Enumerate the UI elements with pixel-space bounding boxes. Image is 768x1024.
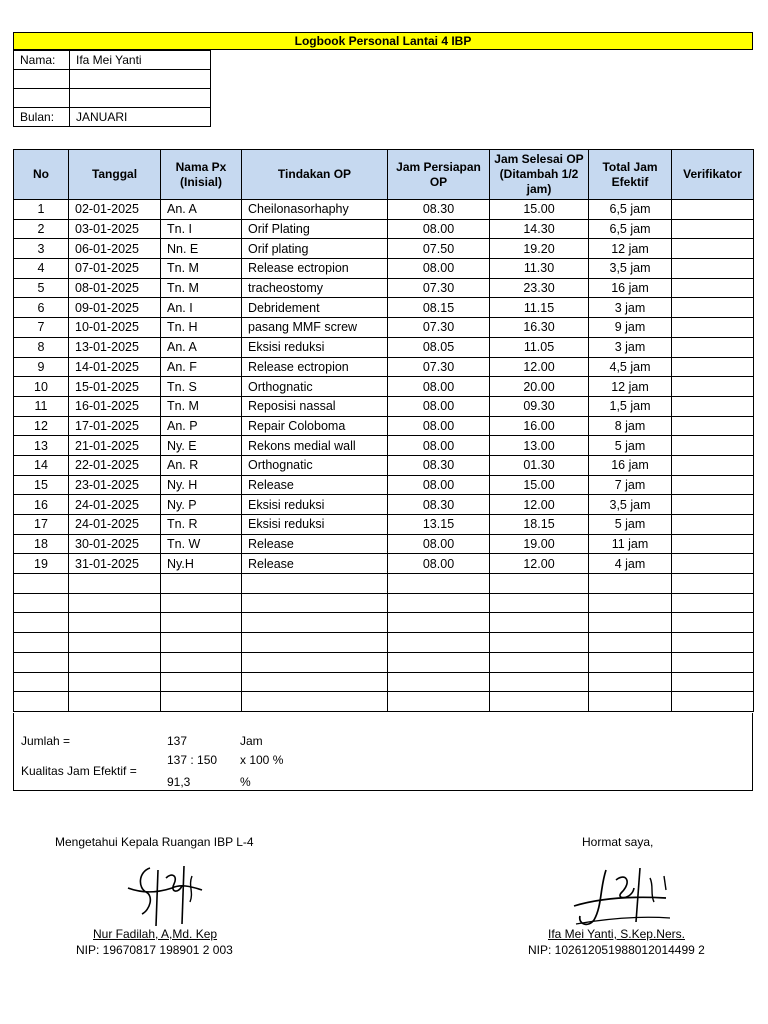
cell-tanggal: 24-01-2025 [69,515,161,535]
table-row [14,377,754,397]
cell-nama-px [161,672,242,692]
cell-total-jam [589,652,672,672]
cell-tanggal: 02-01-2025 [69,200,161,220]
cell-total-jam: 5 jam [589,436,672,456]
cell-jam-selesai: 18.15 [490,515,589,535]
header-total-jam: Total Jam Efektif [589,150,672,200]
cell-jam-persiapan [388,574,490,594]
cell-tindakan-op: Eksisi reduksi [242,337,388,357]
cell-no: 18 [14,534,69,554]
left-signature-nip: NIP: 19670817 198901 2 003 [76,943,233,957]
cell-jam-selesai: 15.00 [490,200,589,220]
cell-jam-persiapan: 08.05 [388,337,490,357]
cell-verifikator [672,377,754,397]
cell-nama-px: Ny. H [161,475,242,495]
cell-no: 13 [14,436,69,456]
cell-no: 17 [14,515,69,535]
cell-nama-px [161,593,242,613]
cell-jam-selesai: 11.05 [490,337,589,357]
cell-no: 12 [14,416,69,436]
cell-tanggal [69,613,161,633]
cell-tindakan-op [242,692,388,712]
cell-verifikator [672,436,754,456]
cell-total-jam [589,593,672,613]
cell-total-jam [589,613,672,633]
cell-nama-px: Ny.H [161,554,242,574]
cell-verifikator [672,574,754,594]
cell-tindakan-op [242,593,388,613]
summary-box [13,713,753,791]
jumlah-value: 137 [167,734,188,748]
cell-jam-persiapan: 07.30 [388,278,490,298]
cell-nama-px [161,574,242,594]
cell-no: 3 [14,239,69,259]
cell-jam-selesai: 12.00 [490,495,589,515]
cell-tanggal [69,652,161,672]
logbook-table [13,149,754,712]
cell-tanggal [69,633,161,653]
table-row [14,416,754,436]
cell-verifikator [672,692,754,712]
cell-jam-selesai [490,574,589,594]
table-row [14,515,754,535]
cell-tindakan-op: Repair Coloboma [242,416,388,436]
cell-no: 19 [14,554,69,574]
cell-jam-selesai: 01.30 [490,455,589,475]
cell-tindakan-op: Orif plating [242,239,388,259]
info-empty-cell [14,89,70,108]
kualitas-unit: % [240,775,251,789]
cell-nama-px: Tn. M [161,396,242,416]
cell-jam-persiapan: 08.30 [388,495,490,515]
cell-tindakan-op: Orif Plating [242,219,388,239]
cell-total-jam: 6,5 jam [589,200,672,220]
cell-nama-px: Nn. E [161,239,242,259]
cell-jam-persiapan [388,613,490,633]
cell-total-jam [589,672,672,692]
cell-no: 9 [14,357,69,377]
cell-jam-selesai: 16.00 [490,416,589,436]
header-jam-persiapan: Jam Persiapan OP [388,150,490,200]
cell-no: 16 [14,495,69,515]
table-row [14,534,754,554]
table-row-empty [14,613,754,633]
cell-nama-px: Tn. M [161,259,242,279]
table-row [14,259,754,279]
cell-tindakan-op: Rekons medial wall [242,436,388,456]
cell-nama-px: An. I [161,298,242,318]
cell-no: 1 [14,200,69,220]
cell-verifikator [672,239,754,259]
header-tanggal: Tanggal [69,150,161,200]
cell-tanggal: 09-01-2025 [69,298,161,318]
cell-jam-selesai: 13.00 [490,436,589,456]
cell-verifikator [672,515,754,535]
table-row-empty [14,574,754,594]
cell-total-jam: 7 jam [589,475,672,495]
jumlah-unit: Jam [240,734,263,748]
cell-verifikator [672,357,754,377]
cell-jam-persiapan: 08.00 [388,416,490,436]
info-empty-cell [70,89,211,108]
jumlah-label: Jumlah = [21,734,71,748]
cell-no: 2 [14,219,69,239]
cell-jam-selesai: 11.15 [490,298,589,318]
cell-total-jam: 16 jam [589,455,672,475]
kualitas-value: 91,3 [167,775,191,789]
table-row [14,337,754,357]
cell-verifikator [672,337,754,357]
cell-jam-persiapan: 08.00 [388,534,490,554]
cell-total-jam: 9 jam [589,318,672,338]
cell-tindakan-op: Eksisi reduksi [242,515,388,535]
cell-jam-selesai [490,633,589,653]
cell-jam-selesai: 15.00 [490,475,589,495]
cell-total-jam: 3,5 jam [589,495,672,515]
cell-no: 5 [14,278,69,298]
cell-nama-px [161,652,242,672]
cell-tanggal [69,692,161,712]
cell-nama-px: Tn. W [161,534,242,554]
cell-no: 11 [14,396,69,416]
header-verifikator: Verifikator [672,150,754,200]
cell-no: 7 [14,318,69,338]
cell-nama-px [161,633,242,653]
cell-tindakan-op: Release [242,554,388,574]
cell-verifikator [672,318,754,338]
cell-no: 6 [14,298,69,318]
cell-tanggal: 10-01-2025 [69,318,161,338]
cell-tanggal: 24-01-2025 [69,495,161,515]
cell-jam-persiapan [388,692,490,712]
bulan-label: Bulan: [14,108,70,127]
cell-nama-px: An. P [161,416,242,436]
table-row-empty [14,593,754,613]
table-header-row [14,150,754,200]
cell-jam-persiapan: 08.00 [388,259,490,279]
cell-verifikator [672,278,754,298]
cell-tindakan-op: Release ectropion [242,259,388,279]
cell-verifikator [672,298,754,318]
cell-tindakan-op [242,613,388,633]
cell-no: 4 [14,259,69,279]
cell-verifikator [672,633,754,653]
cell-jam-selesai [490,593,589,613]
cell-verifikator [672,495,754,515]
cell-total-jam: 11 jam [589,534,672,554]
cell-jam-selesai [490,613,589,633]
cell-no [14,672,69,692]
cell-tindakan-op: tracheostomy [242,278,388,298]
nama-label: Nama: [14,51,70,70]
cell-tindakan-op: Release ectropion [242,357,388,377]
cell-verifikator [672,672,754,692]
cell-tanggal [69,574,161,594]
cell-total-jam [589,633,672,653]
cell-jam-persiapan: 08.00 [388,475,490,495]
cell-no: 15 [14,475,69,495]
header-tindakan-op: Tindakan OP [242,150,388,200]
table-row [14,475,754,495]
cell-jam-persiapan: 08.00 [388,219,490,239]
cell-jam-persiapan: 08.00 [388,396,490,416]
cell-verifikator [672,652,754,672]
cell-total-jam: 1,5 jam [589,396,672,416]
cell-tanggal: 14-01-2025 [69,357,161,377]
cell-tanggal: 22-01-2025 [69,455,161,475]
cell-nama-px: Tn. I [161,219,242,239]
cell-jam-selesai: 11.30 [490,259,589,279]
table-row [14,278,754,298]
cell-no [14,692,69,712]
cell-nama-px: An. A [161,337,242,357]
cell-jam-persiapan: 07.30 [388,357,490,377]
info-empty-cell [70,70,211,89]
cell-tindakan-op: Reposisi nassal [242,396,388,416]
table-row [14,357,754,377]
cell-jam-selesai: 19.00 [490,534,589,554]
cell-no [14,613,69,633]
cell-jam-selesai: 12.00 [490,357,589,377]
right-signature-heading: Hormat saya, [582,835,654,849]
cell-jam-selesai: 16.30 [490,318,589,338]
cell-verifikator [672,534,754,554]
cell-nama-px: An. A [161,200,242,220]
cell-jam-selesai: 20.00 [490,377,589,397]
cell-verifikator [672,475,754,495]
cell-jam-selesai [490,652,589,672]
cell-jam-selesai [490,692,589,712]
table-row [14,495,754,515]
kualitas-formula: 137 : 150 [167,753,218,767]
nama-value: Ifa Mei Yanti [70,51,211,70]
cell-tanggal: 21-01-2025 [69,436,161,456]
page-title: Logbook Personal Lantai 4 IBP [13,32,753,50]
cell-verifikator [672,593,754,613]
cell-tindakan-op [242,633,388,653]
cell-nama-px: Ny. E [161,436,242,456]
cell-tanggal: 03-01-2025 [69,219,161,239]
cell-tindakan-op: Release [242,475,388,495]
cell-tanggal: 08-01-2025 [69,278,161,298]
bulan-value: JANUARI [70,108,211,127]
cell-nama-px: Ny. P [161,495,242,515]
right-signature-name: Ifa Mei Yanti, S.Kep.Ners. [548,927,685,941]
cell-jam-selesai: 23.30 [490,278,589,298]
cell-tanggal: 30-01-2025 [69,534,161,554]
cell-total-jam: 3 jam [589,337,672,357]
cell-jam-selesai: 14.30 [490,219,589,239]
cell-no [14,633,69,653]
table-row [14,298,754,318]
table-row [14,436,754,456]
cell-total-jam: 5 jam [589,515,672,535]
cell-jam-persiapan: 07.30 [388,318,490,338]
right-signature-image [570,858,680,930]
table-row-empty [14,672,754,692]
cell-verifikator [672,455,754,475]
table-row [14,219,754,239]
cell-verifikator [672,613,754,633]
cell-total-jam [589,692,672,712]
cell-jam-selesai: 09.30 [490,396,589,416]
cell-nama-px: An. F [161,357,242,377]
cell-total-jam: 6,5 jam [589,219,672,239]
cell-nama-px: Tn. M [161,278,242,298]
cell-tindakan-op: pasang MMF screw [242,318,388,338]
right-signature-nip: NIP: 102612051988012014499 2 [528,943,705,957]
cell-jam-persiapan: 07.50 [388,239,490,259]
info-table [13,50,211,127]
cell-jam-persiapan: 08.30 [388,455,490,475]
cell-jam-persiapan: 08.00 [388,554,490,574]
cell-tanggal: 15-01-2025 [69,377,161,397]
header-no: No [14,150,69,200]
cell-tindakan-op: Orthognatic [242,377,388,397]
cell-jam-selesai: 12.00 [490,554,589,574]
cell-verifikator [672,396,754,416]
cell-no [14,593,69,613]
cell-total-jam: 4 jam [589,554,672,574]
cell-total-jam: 4,5 jam [589,357,672,377]
cell-total-jam: 12 jam [589,377,672,397]
table-row-empty [14,692,754,712]
cell-jam-selesai: 19.20 [490,239,589,259]
cell-tanggal: 07-01-2025 [69,259,161,279]
cell-verifikator [672,219,754,239]
cell-tanggal: 06-01-2025 [69,239,161,259]
cell-total-jam: 8 jam [589,416,672,436]
header-jam-selesai: Jam Selesai OP (Ditambah 1/2 jam) [490,150,589,200]
header-nama-px: Nama Px (Inisial) [161,150,242,200]
cell-total-jam: 16 jam [589,278,672,298]
cell-tanggal: 13-01-2025 [69,337,161,357]
cell-verifikator [672,259,754,279]
table-row [14,396,754,416]
cell-tindakan-op: Orthognatic [242,455,388,475]
left-signature-image [120,858,210,930]
cell-jam-persiapan: 13.15 [388,515,490,535]
cell-nama-px [161,692,242,712]
table-row [14,318,754,338]
cell-tanggal: 23-01-2025 [69,475,161,495]
cell-tanggal: 31-01-2025 [69,554,161,574]
cell-tanggal [69,672,161,692]
cell-verifikator [672,416,754,436]
cell-tindakan-op: Debridement [242,298,388,318]
cell-jam-persiapan: 08.00 [388,377,490,397]
cell-no [14,652,69,672]
table-row [14,200,754,220]
cell-jam-selesai [490,672,589,692]
kualitas-multiplier: x 100 % [240,753,284,767]
cell-nama-px: Tn. R [161,515,242,535]
info-empty-cell [14,70,70,89]
left-signature-name: Nur Fadilah, A,Md. Kep [93,927,218,941]
cell-nama-px [161,613,242,633]
cell-tindakan-op: Eksisi reduksi [242,495,388,515]
cell-no [14,574,69,594]
cell-no: 14 [14,455,69,475]
cell-no: 8 [14,337,69,357]
cell-tindakan-op [242,652,388,672]
cell-total-jam: 3,5 jam [589,259,672,279]
cell-tindakan-op [242,672,388,692]
cell-jam-persiapan: 08.30 [388,200,490,220]
cell-no: 10 [14,377,69,397]
cell-verifikator [672,200,754,220]
cell-total-jam: 3 jam [589,298,672,318]
table-row [14,554,754,574]
kualitas-label: Kualitas Jam Efektif = [21,764,137,778]
cell-tindakan-op: Release [242,534,388,554]
cell-tindakan-op [242,574,388,594]
cell-total-jam [589,574,672,594]
table-row [14,239,754,259]
cell-jam-persiapan: 08.15 [388,298,490,318]
cell-jam-persiapan: 08.00 [388,436,490,456]
cell-jam-persiapan [388,652,490,672]
cell-total-jam: 12 jam [589,239,672,259]
cell-jam-persiapan [388,633,490,653]
cell-tanggal [69,593,161,613]
cell-jam-persiapan [388,593,490,613]
table-row [14,455,754,475]
table-row-empty [14,633,754,653]
left-signature-heading: Mengetahui Kepala Ruangan IBP L-4 [55,835,254,849]
cell-jam-persiapan [388,672,490,692]
table-row-empty [14,652,754,672]
cell-nama-px: An. R [161,455,242,475]
cell-verifikator [672,554,754,574]
cell-nama-px: Tn. S [161,377,242,397]
cell-tanggal: 17-01-2025 [69,416,161,436]
cell-tanggal: 16-01-2025 [69,396,161,416]
cell-nama-px: Tn. H [161,318,242,338]
cell-tindakan-op: Cheilonasorhaphy [242,200,388,220]
